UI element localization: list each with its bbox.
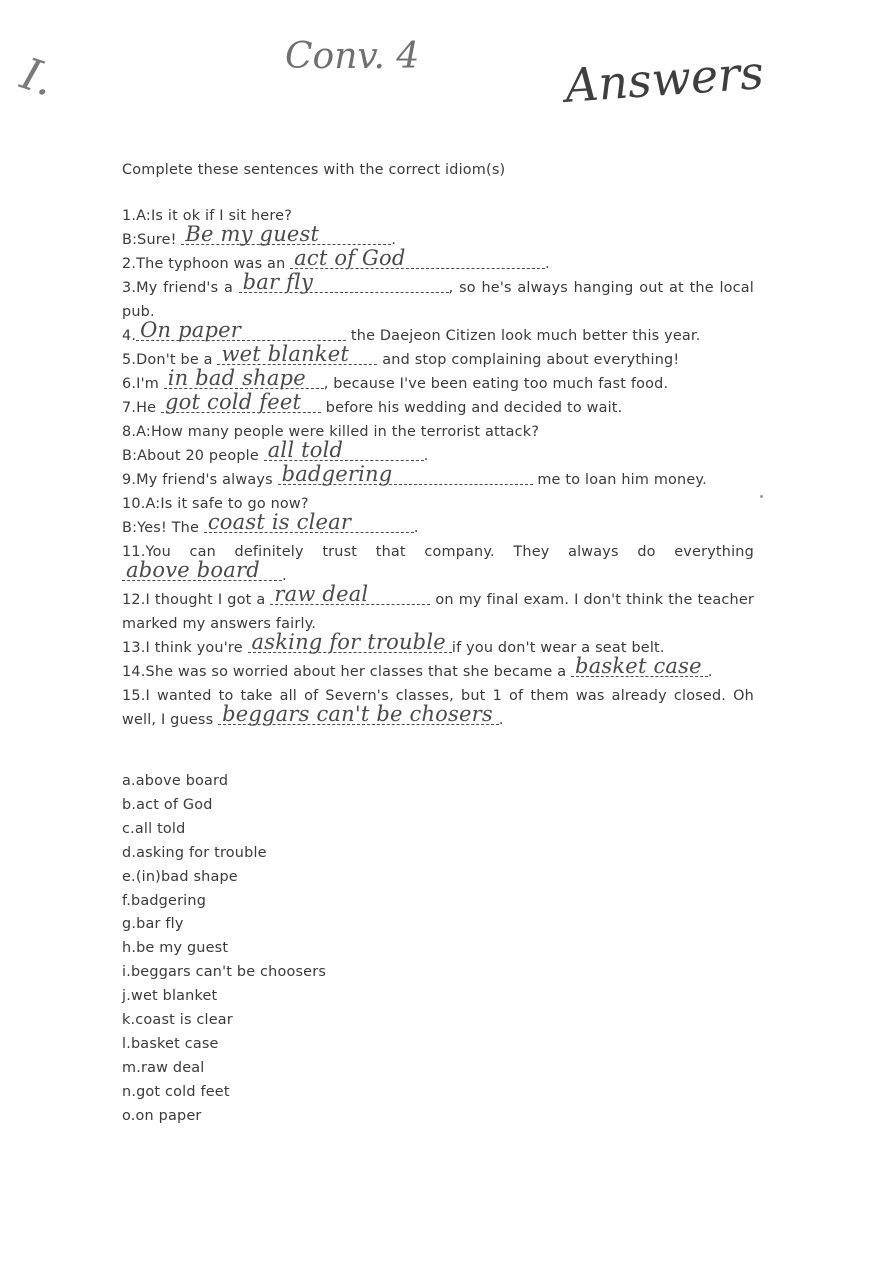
question-10-b-end: . (413, 520, 419, 536)
question-11-end: . (282, 568, 287, 584)
answer-14: basket case (571, 657, 708, 677)
option-item: l.basket case (122, 1035, 219, 1052)
margin-mark (760, 495, 763, 498)
question-11-word: 11.You (122, 544, 171, 560)
question-8 (122, 420, 754, 468)
question-5-end: and stop complaining about everything! (377, 352, 680, 368)
answer-15: beggars can't be chosers (218, 705, 499, 725)
question-2-end: . (545, 256, 550, 272)
question-11-word: definitely (234, 544, 304, 560)
handwritten-answers-title: Answers (563, 45, 766, 113)
option-item: n.got cold feet (122, 1083, 230, 1100)
question-1-b-end: . (391, 232, 397, 248)
question-11 (122, 540, 754, 588)
answer-12: raw deal (270, 585, 430, 605)
question-6-text: 6.I'm (122, 376, 164, 392)
question-13-end: if you don't wear a seat belt. (451, 640, 665, 656)
question-10 (122, 492, 754, 540)
question-15-text: 15.I wanted to take all of Severn's classes, but 1 of them was already closed. Oh well, I guess (122, 688, 754, 728)
answer-13: asking for trouble (248, 633, 452, 653)
question-4-end: the Daejeon Citizen look much better this year. (346, 328, 701, 344)
question-7-text: 7.He (122, 400, 161, 416)
question-12-end: on my final exam. I don't think the teacher marked my answers fairly. (122, 592, 754, 632)
worksheet (122, 158, 754, 1129)
option-item: j.wet blanket (122, 988, 218, 1005)
question-3 (122, 270, 754, 324)
option-item: h.be my guest (122, 940, 229, 957)
answer-6: in bad shape (164, 369, 324, 389)
question-14-text: 14.She was so worried about her classes that she became a (122, 664, 572, 680)
question-11-word: always (568, 544, 619, 560)
question-10-a: 10.A:Is it safe to go now? (122, 496, 309, 512)
answer-2: act of God (290, 249, 545, 269)
idiom-options-list (122, 770, 754, 1129)
question-8-b-end: . (423, 448, 429, 464)
answer-4: On paper (136, 321, 346, 341)
question-15-end: . (498, 712, 504, 728)
option-item: k.coast is clear (122, 1012, 233, 1029)
question-1-b-text: B:Sure! (122, 232, 182, 248)
option-item: o.on paper (122, 1107, 202, 1124)
question-11-word: company. (424, 544, 495, 560)
option-item: b.act of God (122, 796, 213, 813)
option-item: m.raw deal (122, 1059, 205, 1076)
question-8-a: 8.A:How many people were killed in the terrorist attack? (122, 424, 540, 440)
option-item: f.badgering (122, 892, 207, 909)
option-item: c.all told (122, 820, 186, 837)
question-11-word: that (375, 544, 406, 560)
answer-5: wet blanket (217, 345, 377, 365)
question-9-text: 9.My friend's always (122, 472, 278, 488)
option-item: i.beggars can't be choosers (122, 964, 327, 981)
question-11-word: can (189, 544, 216, 560)
question-12-text: 12.I thought I got a (122, 592, 271, 608)
option-item: g.bar fly (122, 916, 184, 933)
answer-3: bar fly (239, 273, 449, 293)
question-11-word: everything (674, 544, 754, 560)
answer-10: coast is clear (204, 513, 414, 533)
question-15 (122, 684, 754, 732)
option-item: a.above board (122, 773, 229, 789)
question-10-b-text: B:Yes! The (122, 520, 204, 536)
answer-11: above board (122, 561, 282, 581)
question-11-word: trust (322, 544, 358, 560)
answer-9: badgering (278, 465, 533, 485)
question-2-text: 2.The typhoon was an (122, 256, 291, 272)
option-item: d.asking for trouble (122, 844, 267, 861)
answer-7: got cold feet (161, 393, 321, 413)
answer-8: all told (264, 441, 424, 461)
question-3-end: , so he's always hanging out at the local pub. (122, 280, 754, 320)
question-6-end: , because I've been eating too much fast food. (323, 376, 669, 392)
question-11-word: do (637, 544, 656, 560)
question-13-text: 13.I think you're (122, 640, 248, 656)
question-7 (122, 390, 754, 420)
question-9 (122, 462, 754, 492)
question-9-end: me to loan him money. (532, 472, 707, 488)
question-3-text: 3.My friend's a (122, 280, 239, 296)
question-4-text: 4. (122, 328, 137, 344)
instruction: Complete these sentences with the correct idiom(s) (122, 162, 506, 178)
question-12 (122, 582, 754, 636)
question-7-end: before his wedding and decided to wait. (320, 400, 623, 416)
question-1 (122, 204, 754, 252)
question-1-a: 1.A:Is it ok if I sit here? (122, 208, 293, 224)
question-14-end: . (707, 664, 713, 680)
option-item: e.(in)bad shape (122, 868, 238, 885)
handwritten-class-label: Conv. 4 (285, 36, 420, 77)
question-11-word: They (513, 544, 550, 560)
question-5-text: 5.Don't be a (122, 352, 218, 368)
answer-1: Be my guest (181, 225, 391, 245)
question-14 (122, 654, 754, 684)
question-8-b-text: B:About 20 people (122, 448, 264, 464)
handwritten-roman-numeral: I. (14, 48, 61, 107)
